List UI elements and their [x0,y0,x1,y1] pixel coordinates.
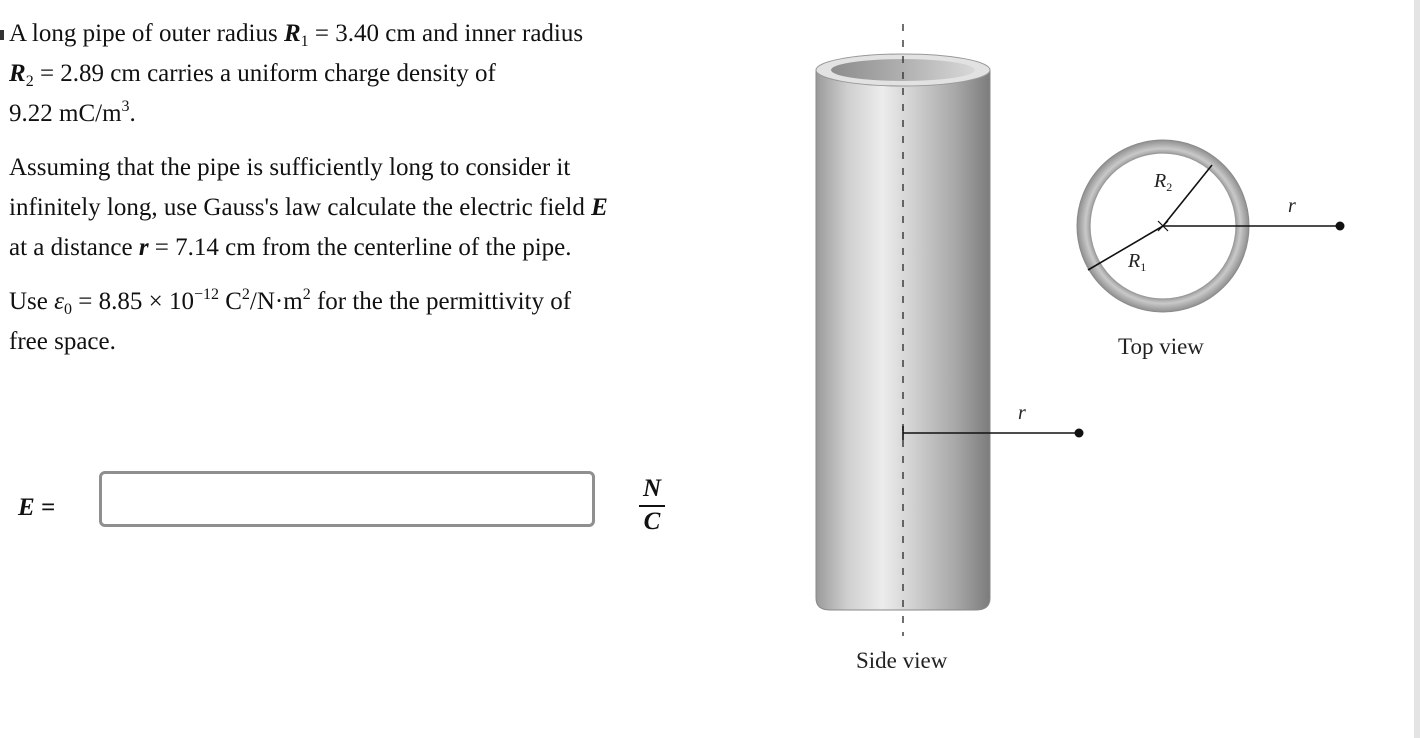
text-segment: = 8.85 × 10 [72,288,194,315]
top-point-marker [1336,222,1345,231]
pipe-diagram-svg [790,0,1410,738]
answer-input[interactable] [99,471,595,527]
symbol-R1: $R_1$ [283,20,309,50]
superscript: 2 [241,286,250,303]
problem-paragraph-2 [9,148,689,268]
text-segment: /N·m [249,288,303,315]
text-segment: A long pipe of outer radius [9,20,284,47]
text-segment: Assuming that the pipe is sufficiently long to consider it [9,154,571,181]
symbol-E: E [591,194,608,221]
text-segment: Use [9,288,55,315]
superscript: −12 [193,286,219,303]
text-segment: = 2.89 cm carries a uniform charge density of [33,60,496,87]
symbol-epsilon0: $\varepsilon_0$ [54,288,72,318]
pipe-figure [790,0,1410,738]
text-segment: = 3.40 cm and inner radius [308,20,584,47]
unit-numerator: N [642,475,662,502]
answer-label: E = [18,494,56,521]
text-segment: . [129,100,136,127]
problem-paragraph-1 [9,14,689,134]
symbol-R2: $R_2$ [9,60,34,90]
text-segment: at a distance [9,234,139,261]
side-view-pipe [816,24,1084,636]
superscript: 3 [121,98,130,115]
unit-fraction-bar [639,505,665,507]
R2-label: $R_2$ [1154,170,1173,194]
side-point-marker [1075,429,1084,438]
unit-denominator: C [643,508,661,535]
superscript: 2 [302,286,311,303]
problem-paragraph-3 [9,282,689,362]
problem-statement [9,14,689,362]
top-view-ring [1077,140,1345,312]
text-segment: 9.22 mC/m [9,100,122,127]
page-scrollbar[interactable] [1414,0,1420,738]
left-edge-marker [0,30,4,40]
top-r-label: r [1288,195,1296,217]
text-segment: C [218,288,242,315]
text-segment: free space. [9,328,116,355]
answer-units [636,476,668,535]
text-segment: infinitely long, use Gauss's law calculate the electric field [9,194,592,221]
side-r-label: r [1018,402,1026,424]
R1-label: $R_1$ [1128,250,1147,274]
text-segment: for the the permittivity of [310,288,572,315]
side-view-label: Side view [856,648,948,673]
text-segment: = 7.14 cm from the centerline of the pipe. [148,234,572,261]
top-view-label: Top view [1118,334,1204,359]
symbol-r: r [138,234,149,261]
